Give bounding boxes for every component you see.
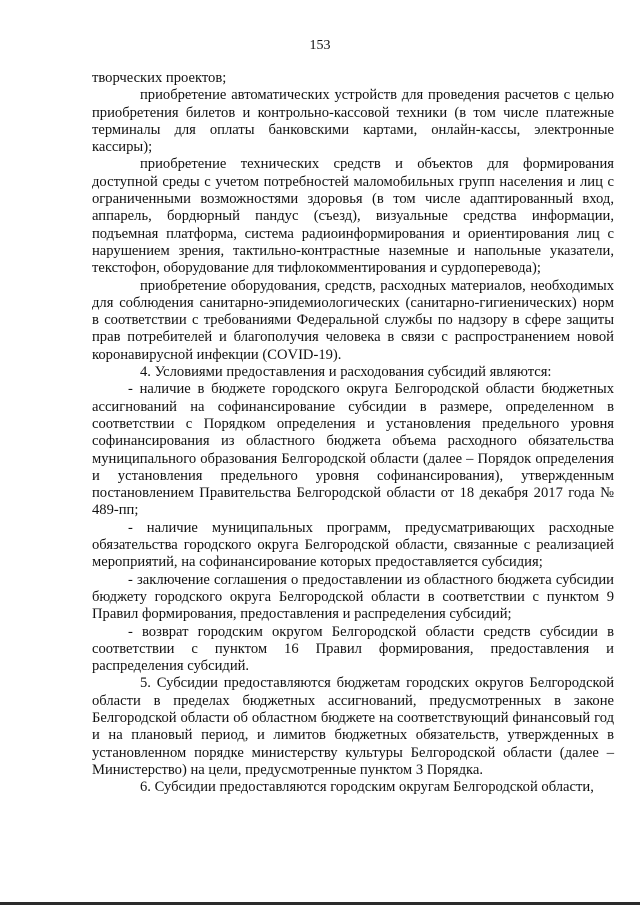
list-item-refund: - возврат городским округом Белгородской области средств субсидии в соответствии с пунктом 16 Правил формирования, предоставления и распределения субсидий. (92, 623, 614, 675)
list-item-agreement: - заключение соглашения о предоставлении из областного бюджета субсидии бюджету городского округа Белгородской области в соответствии с пунктом 9 Правил формирования, предоставления и распределения субсидий; (92, 571, 614, 623)
page-number: 153 (309, 38, 331, 53)
list-item-municipal-programs: - наличие муниципальных программ, предусматривающих расходные обязательства городского округа Белгородской области, связанные с реализацией мероприятий, на софинансирование которых предоставляется субсидия; (92, 519, 614, 571)
paragraph-section-6: 6. Субсидии предоставляются городским округам Белгородской области, (140, 779, 594, 796)
paragraph-payment-devices: приобретение автоматических устройств для проведения расчетов с целью приобретения билетов и контрольно-кассовой техники (в том числе платежные терминалы для оплаты банковскими картами, онлайн-кассы, электронные кассиры); (92, 87, 614, 156)
paragraph-accessible-environment: приобретение технических средств и объектов для формирования доступной среды с учетом потребностей маломобильных групп населения и лиц с ограниченными возможностями здоровья (в том числе адаптированный вход, аппарель, бордюрный пандус (съезд), визуальные средства информации, подъемная платформа, система радиоинформирования и ориентирования лиц с нарушением зрения, тактильно-контрастные наземные и напольные указатели, текстофон, оборудование для тифлокомментирования и сурдоперевода); (92, 156, 614, 277)
paragraph-section-4-heading: 4. Условиями предоставления и расходования субсидий являются: (140, 364, 552, 381)
paragraph-sanitary-equipment: приобретение оборудования, средств, расходных материалов, необходимых для соблюдения санитарно-эпидемиологических (санитарно-гигиенических) норм в соответствии с требованиями Федеральной службы по надзору в сфере защиты прав потребителей и благополучия человека в связи с распространением новой коронавирусной инфекции (COVID-19). (92, 277, 614, 363)
document-body (92, 70, 614, 796)
list-item-budget-allocations: - наличие в бюджете городского округа Белгородской области бюджетных ассигнований на софинансирование субсидии в размере, определенном в соответствии с Порядком определения и установления предельного уровня софинансирования из областного бюджета объема расходного обязательства муниципального образования Белгородской области (далее – Порядок определения и установления предельного уровня софинансирования), утвержденным постановлением Правительства Белгородской области от 18 декабря 2017 года № 489-пп; (92, 381, 614, 519)
paragraph-continuation: творческих проектов; (92, 70, 227, 86)
paragraph-section-5: 5. Субсидии предоставляются бюджетам городских округов Белгородской области в пределах бюджетных ассигнований, предусмотренных в законе Белгородской области об областном бюджете на соответствующий финансовый год и на плановый период, и лимитов бюджетных обязательств, утвержденных в установленном порядке министерству культуры Белгородской области (далее – Министерство) на цели, предусмотренные пунктом 3 Порядка. (92, 675, 614, 778)
